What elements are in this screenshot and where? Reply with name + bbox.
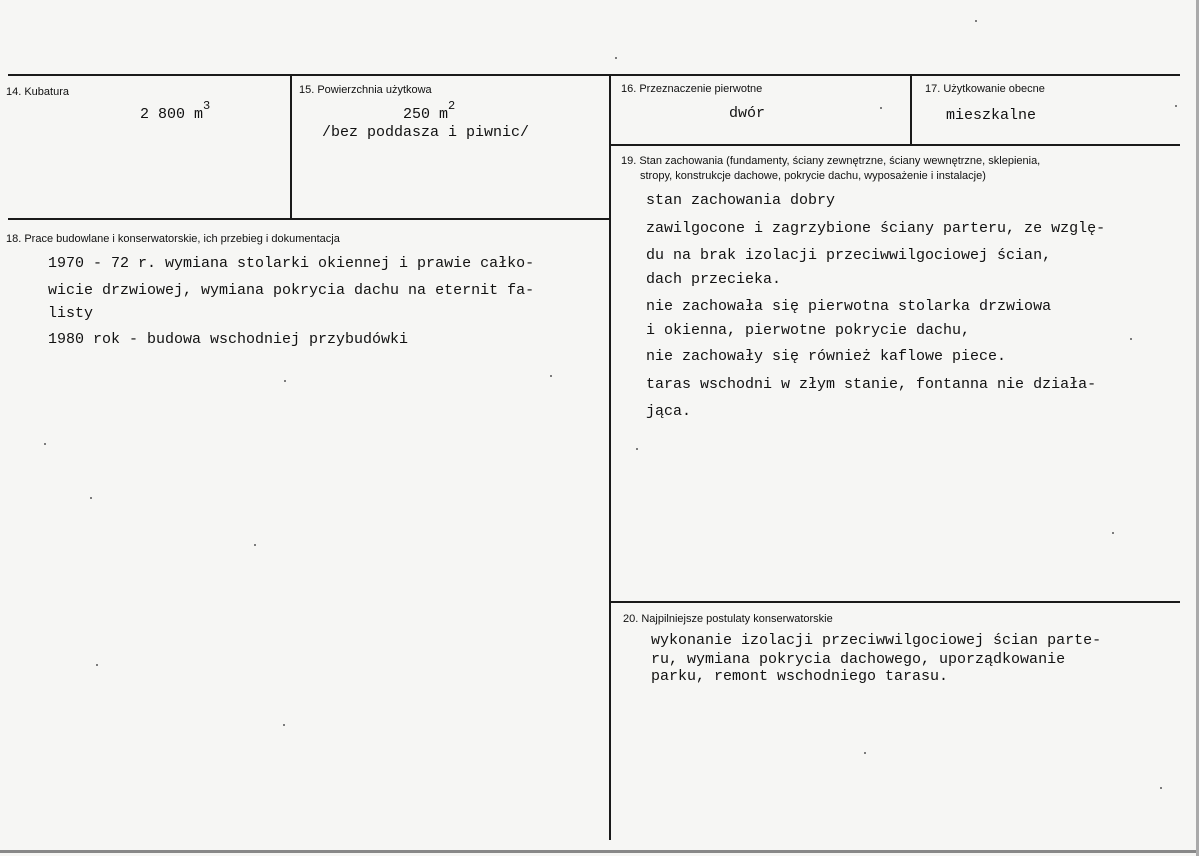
field-17-value: mieszkalne (946, 107, 1037, 124)
field-16-label: 16. Przeznaczenie pierwotne (621, 83, 763, 95)
scan-speck (636, 448, 638, 450)
field-15-value (403, 99, 456, 123)
field-18-line: 1980 rok - budowa wschodniej przybudówki (48, 331, 409, 348)
top-rule (8, 74, 1180, 76)
divider-16-17 (910, 74, 912, 145)
field-20-label: 20. Najpilniejsze postulaty konserwatorskie (623, 613, 833, 625)
scan-speck (975, 20, 977, 22)
scan-speck (550, 375, 552, 377)
bottom-edge (0, 850, 1199, 853)
scan-speck (880, 107, 882, 109)
field-19-label-line2: stropy, konstrukcje dachowe, pokrycie dachu, wyposażenie i instalacje) (640, 170, 986, 182)
field-20-line: parku, remont wschodniego tarasu. (651, 668, 949, 685)
field-18-line: wicie drzwiowej, wymiana pokrycia dachu na eternit fa- (48, 282, 535, 299)
field-19-line: taras wschodni w złym stanie, fontanna nie działa- (646, 376, 1097, 393)
field-19-line: i okienna, pierwotne pokrycie dachu, (646, 322, 971, 339)
field-20-line: wykonanie izolacji przeciwwilgociowej ścian parte- (651, 632, 1102, 649)
scan-speck (44, 443, 46, 445)
field-18-line: 1970 - 72 r. wymiana stolarki okiennej i prawie całko- (48, 255, 535, 272)
kubatura-exponent: 3 (203, 99, 211, 113)
scan-speck (96, 664, 98, 666)
field-17-label: 17. Użytkowanie obecne (925, 83, 1045, 95)
scan-speck (1130, 338, 1132, 340)
powierzchnia-value: 250 m (403, 106, 449, 123)
scan-speck (283, 724, 285, 726)
field-16-value: dwór (729, 105, 766, 122)
field-19-line: stan zachowania dobry (646, 192, 836, 209)
field-19-line: jąca. (646, 403, 692, 420)
scan-speck (1112, 532, 1114, 534)
field-20-line: ru, wymiana pokrycia dachowego, uporządkowanie (651, 651, 1066, 668)
field-15-label: 15. Powierzchnia użytkowa (299, 84, 432, 96)
field-18-line: listy (48, 305, 94, 322)
center-divider (609, 74, 611, 840)
kubatura-value: 2 800 m (140, 106, 204, 123)
scan-speck (1160, 787, 1162, 789)
field-19-line: nie zachowały się również kaflowe piece. (646, 348, 1007, 365)
rule-above-postulaty (610, 601, 1180, 603)
scan-speck (1175, 105, 1177, 107)
field-19-label-line1: 19. Stan zachowania (fundamenty, ściany zewnętrzne, ściany wewnętrzne, sklepienia, (621, 155, 1041, 167)
scan-speck (284, 380, 286, 382)
rule-below-kubatura (8, 218, 610, 220)
powierzchnia-exponent: 2 (448, 99, 456, 113)
scan-speck (90, 497, 92, 499)
scan-speck (615, 57, 617, 59)
field-15-note: /bez poddasza i piwnic/ (322, 124, 530, 141)
rule-below-przeznaczenie (610, 144, 1180, 146)
field-14-value (140, 99, 211, 123)
field-19-line: nie zachowała się pierwotna stolarka drzwiowa (646, 298, 1052, 315)
scan-speck (864, 752, 866, 754)
field-19-line: zawilgocone i zagrzybione ściany parteru, ze wzglę- (646, 220, 1106, 237)
field-19-line: dach przecieka. (646, 271, 782, 288)
divider-14-15 (290, 74, 292, 219)
scan-speck (254, 544, 256, 546)
field-18-label: 18. Prace budowlane i konserwatorskie, ich przebieg i dokumentacja (6, 233, 340, 245)
field-14-label: 14. Kubatura (6, 86, 69, 98)
field-19-line: du na brak izolacji przeciwwilgociowej ścian, (646, 247, 1052, 264)
